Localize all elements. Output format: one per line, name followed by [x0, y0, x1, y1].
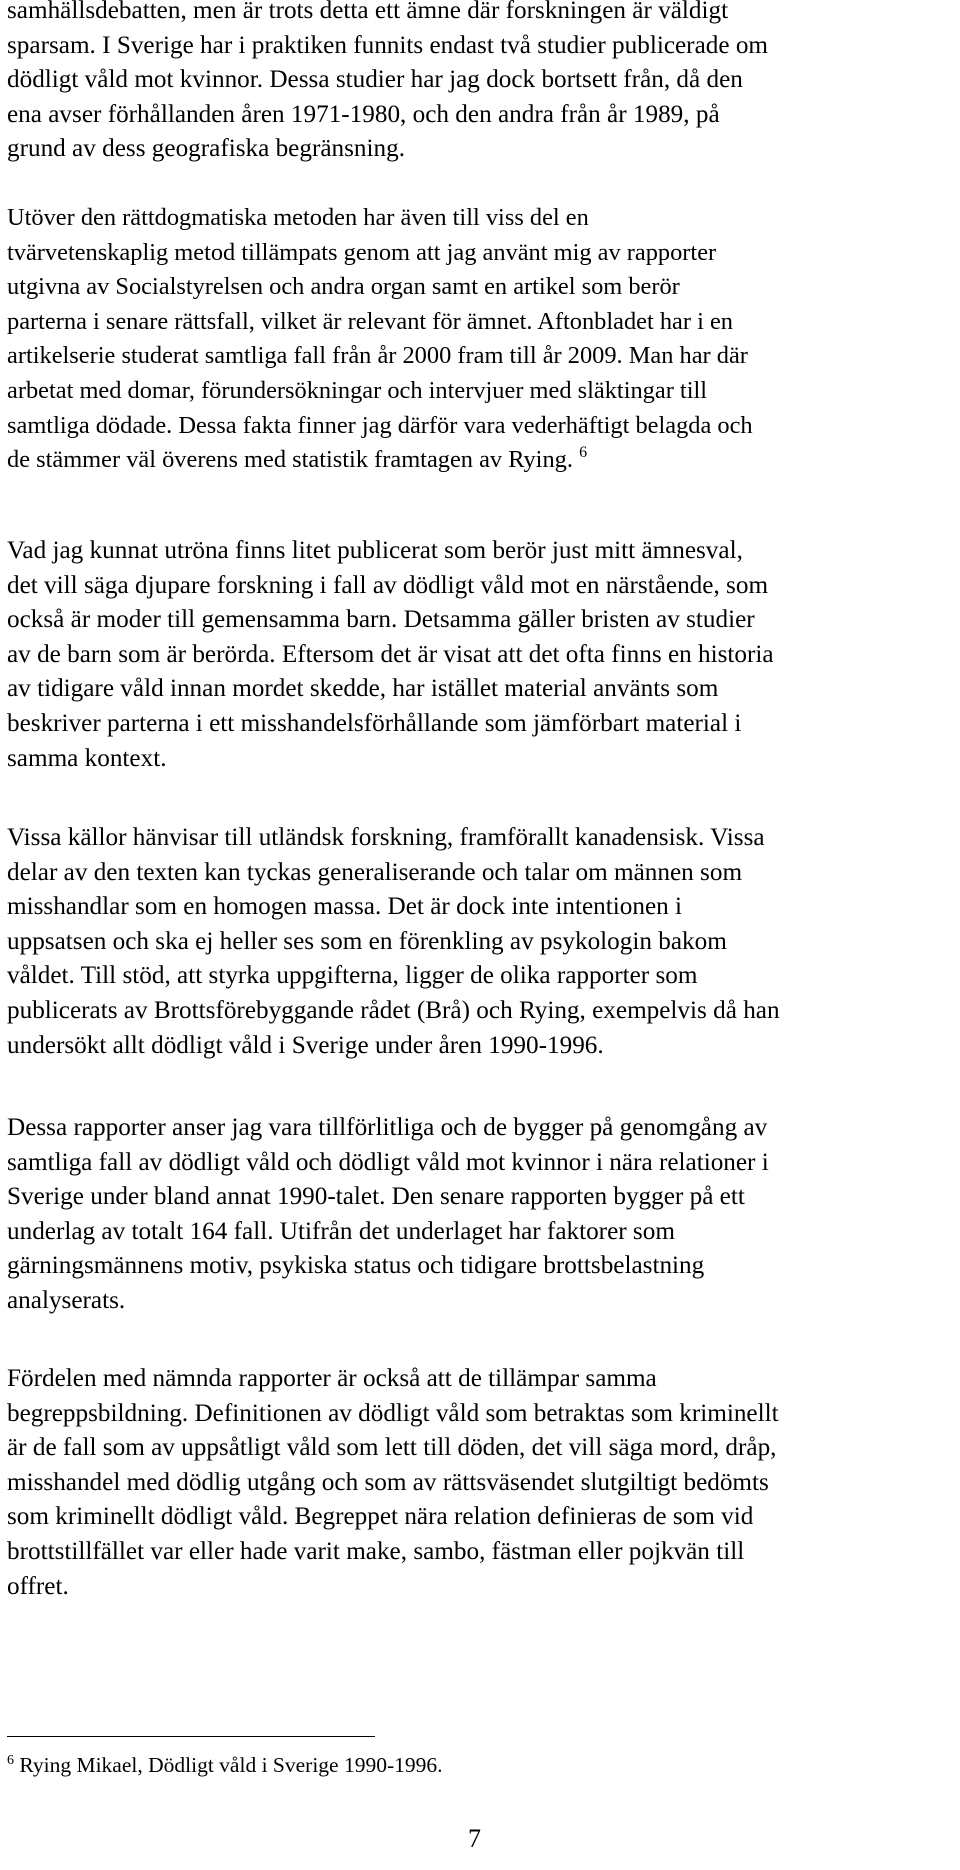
text-line: samtliga dödade. Dessa fakta finner jag därför vara vederhäftigt belagda och: [7, 411, 753, 439]
text-line: utgivna av Socialstyrelsen och andra organ samt en artikel som berör: [7, 273, 680, 301]
text-line: Utöver den rättdogmatiska metoden har även till viss del en: [7, 204, 589, 231]
text-line-with-footnote: [7, 443, 957, 478]
text-line: offret.: [7, 1572, 69, 1600]
text-line: Vad jag kunnat utröna finns litet publicerat som berör just mitt ämnesval,: [7, 537, 743, 564]
text-line: dödligt våld mot kvinnor. Dessa studier har jag dock bortsett från, då den: [7, 66, 743, 94]
text-line: också är moder till gemensamma barn. Detsamma gäller bristen av studier: [7, 606, 755, 634]
page-number: 7: [468, 1824, 481, 1853]
text-line: publicerats av Brottsförebyggande rådet (Brå) och Rying, exempelvis då han: [7, 996, 780, 1024]
text-line: gärningsmännens motiv, psykiska status och tidigare brottsbelastning: [7, 1252, 705, 1280]
text-line: delar av den texten kan tyckas generaliserande och talar om männen som: [7, 858, 743, 886]
paragraph-4: [7, 821, 957, 1063]
paragraph-6: [7, 1362, 957, 1604]
text-line: arbetat med domar, förundersökningar och intervjuer med släktingar till: [7, 376, 708, 404]
text-line: samma kontext.: [7, 744, 167, 772]
text-line: Dessa rapporter anser jag vara tillförlitliga och de bygger på genomgång av: [7, 1114, 768, 1141]
paragraph-2: [7, 201, 957, 478]
text-line: underlag av totalt 164 fall. Utifrån det underlaget har faktorer som: [7, 1217, 675, 1245]
text-line: är de fall som av uppsåtligt våld som lett till döden, det vill säga mord, dråp,: [7, 1434, 777, 1462]
text-line: beskriver parterna i ett misshandelsförhållande som jämförbart material i: [7, 709, 742, 737]
text-line: misshandel med dödlig utgång och som av rättsväsendet slutgiltigt bedömts: [7, 1468, 769, 1496]
text-line: Vissa källor hänvisar till utländsk forskning, framförallt kanadensisk. Vissa: [7, 824, 765, 851]
text-line: analyserats.: [7, 1286, 126, 1314]
text-line: som kriminellt dödligt våld. Begreppet nära relation definieras de som vid: [7, 1503, 754, 1531]
text-line: de stämmer väl överens med statistik framtagen av Rying.: [7, 446, 573, 474]
text-line: våldet. Till stöd, att styrka uppgifterna, ligger de olika rapporter som: [7, 962, 698, 990]
text-line: samtliga fall av dödligt våld och dödligt våld mot kvinnor i nära relationer i: [7, 1148, 769, 1176]
footnote-text: Rying Mikael, Dödligt våld i Sverige 1990-1996.: [19, 1753, 443, 1777]
text-line: undersökt allt dödligt våld i Sverige under åren 1990-1996.: [7, 1031, 604, 1059]
text-line: av tidigare våld innan mordet skedde, har istället material använts som: [7, 675, 719, 703]
paragraph-3: [7, 534, 957, 776]
text-line: grund av dess geografiska begränsning.: [7, 135, 405, 163]
text-line: tvärvetenskaplig metod tillämpats genom att jag använt mig av rapporter: [7, 238, 717, 266]
footnote-separator: [7, 1736, 375, 1737]
text-line: samhällsdebatten, men är trots detta ett ämne där forskningen är väldigt: [7, 0, 729, 24]
text-line: det vill säga djupare forskning i fall av dödligt våld mot en närstående, som: [7, 571, 769, 599]
footnote-number: 6: [7, 1753, 14, 1768]
text-line: ena avser förhållanden åren 1971-1980, och den andra från år 1989, på: [7, 100, 720, 128]
text-line: Sverige under bland annat 1990-talet. Den senare rapporten bygger på ett: [7, 1183, 745, 1211]
text-line: uppsatsen och ska ej heller ses som en förenkling av psykologin bakom: [7, 927, 727, 955]
text-line: misshandlar som en homogen massa. Det är dock inte intentionen i: [7, 893, 683, 921]
text-line: Fördelen med nämnda rapporter är också att de tillämpar samma: [7, 1365, 657, 1392]
text-line: begreppsbildning. Definitionen av dödligt våld som betraktas som kriminellt: [7, 1399, 779, 1427]
text-line: brottstillfället var eller hade varit make, sambo, fästman eller pojkvän till: [7, 1537, 745, 1565]
text-line: sparsam. I Sverige har i praktiken funnits endast två studier publicerade om: [7, 31, 768, 59]
paragraph-1: [7, 0, 957, 167]
footnote-reference[interactable]: 6: [579, 444, 588, 462]
paragraph-5: [7, 1111, 957, 1319]
text-line: artikelserie studerat samtliga fall från år 2000 fram till år 2009. Man har där: [7, 342, 748, 370]
text-line: parterna i senare rättsfall, vilket är relevant för ämnet. Aftonbladet har i en: [7, 307, 733, 335]
text-line: av de barn som är berörda. Eftersom det är visat att det ofta finns en historia: [7, 640, 774, 668]
footnote: [7, 1751, 443, 1779]
